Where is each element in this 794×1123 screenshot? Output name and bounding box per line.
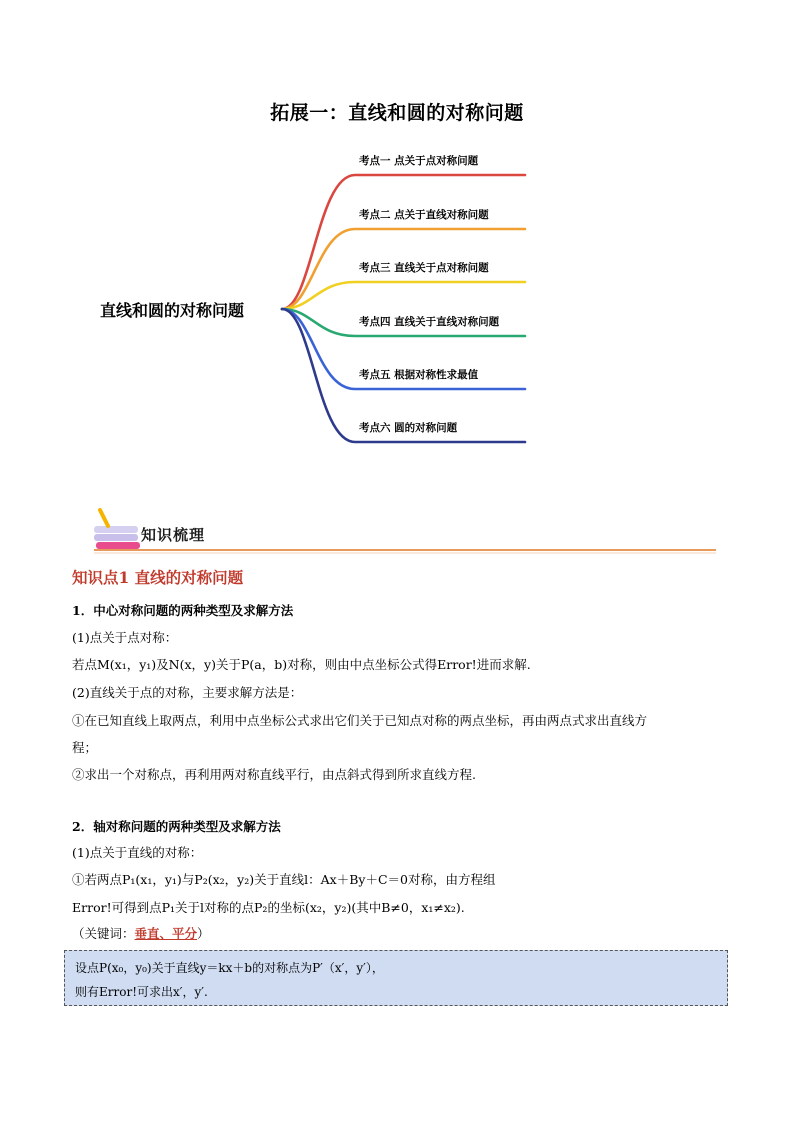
keyword-line (72, 924, 210, 942)
banner-book-icon (94, 526, 138, 533)
section-banner-title: 知识梳理 (141, 526, 206, 544)
knowledge-point-title: 知识点1 直线的对称问题 (72, 568, 244, 587)
mindmap-branch-label: 考点五 根据对称性求最值 (359, 369, 479, 381)
page-title: 拓展一：直线和圆的对称问题 (270, 102, 524, 124)
mindmap-branch-line (282, 282, 525, 309)
mindmap-branch-line (282, 175, 525, 309)
text-line: Error!可得到点P₁关于l对称的点P₂的坐标(x₂，y₂)(其中B≠0，x₁≠x₂). (72, 900, 465, 915)
text-line: (1)点关于直线的对称： (72, 845, 203, 860)
text-line: ①在已知直线上取两点，利用中点坐标公式求出它们关于已知点对称的两点坐标，再由两点式求出直线方 (72, 713, 648, 728)
text-line: (1)点关于点对称： (72, 630, 178, 645)
banner-pencil-icon (100, 510, 108, 526)
heading-1: 1．中心对称问题的两种类型及求解方法 (72, 603, 294, 618)
text-line: 若点M(x₁，y₁)及N(x，y)关于P(a，b)对称，则由中点坐标公式得Error!进而求解. (72, 657, 531, 672)
text-line: (2)直线关于点的对称，主要求解方法是： (72, 685, 303, 700)
text-line: ②求出一个对称点，再利用两对称直线平行，由点斜式得到所求直线方程. (72, 767, 476, 782)
heading-2: 2．轴对称问题的两种类型及求解方法 (72, 819, 281, 834)
mindmap-branch-label: 考点六 圆的对称问题 (359, 422, 458, 434)
text-line: ①若两点P₁(x₁，y₁)与P₂(x₂，y₂)关于直线l：Ax＋By＋C＝0对称，由方程组 (72, 872, 496, 887)
keyword-prefix: （关键词： (72, 926, 135, 941)
keyword-words: 垂直、平分 (134, 926, 198, 941)
text-line: 程； (72, 740, 98, 755)
mindmap-root: 直线和圆的对称问题 (100, 301, 245, 320)
keyword-suffix: ） (197, 926, 210, 941)
callout-line: 则有Error!可求出x′，y′. (75, 985, 208, 999)
mindmap-branch-label: 考点四 直线关于直线对称问题 (359, 316, 500, 328)
banner-book-icon (94, 534, 138, 541)
formula-callout-box (64, 950, 728, 1006)
banner-book-icon (96, 542, 140, 549)
mindmap-branch-label: 考点二 点关于直线对称问题 (359, 209, 489, 221)
mindmap-branch-label: 考点一 点关于点对称问题 (359, 155, 479, 167)
mindmap-branch-label: 考点三 直线关于点对称问题 (359, 262, 489, 274)
callout-line: 设点P(x₀，y₀)关于直线y＝kx＋b的对称点为P′（x′，y′）， (75, 961, 384, 975)
mindmap-diagram (0, 0, 794, 460)
